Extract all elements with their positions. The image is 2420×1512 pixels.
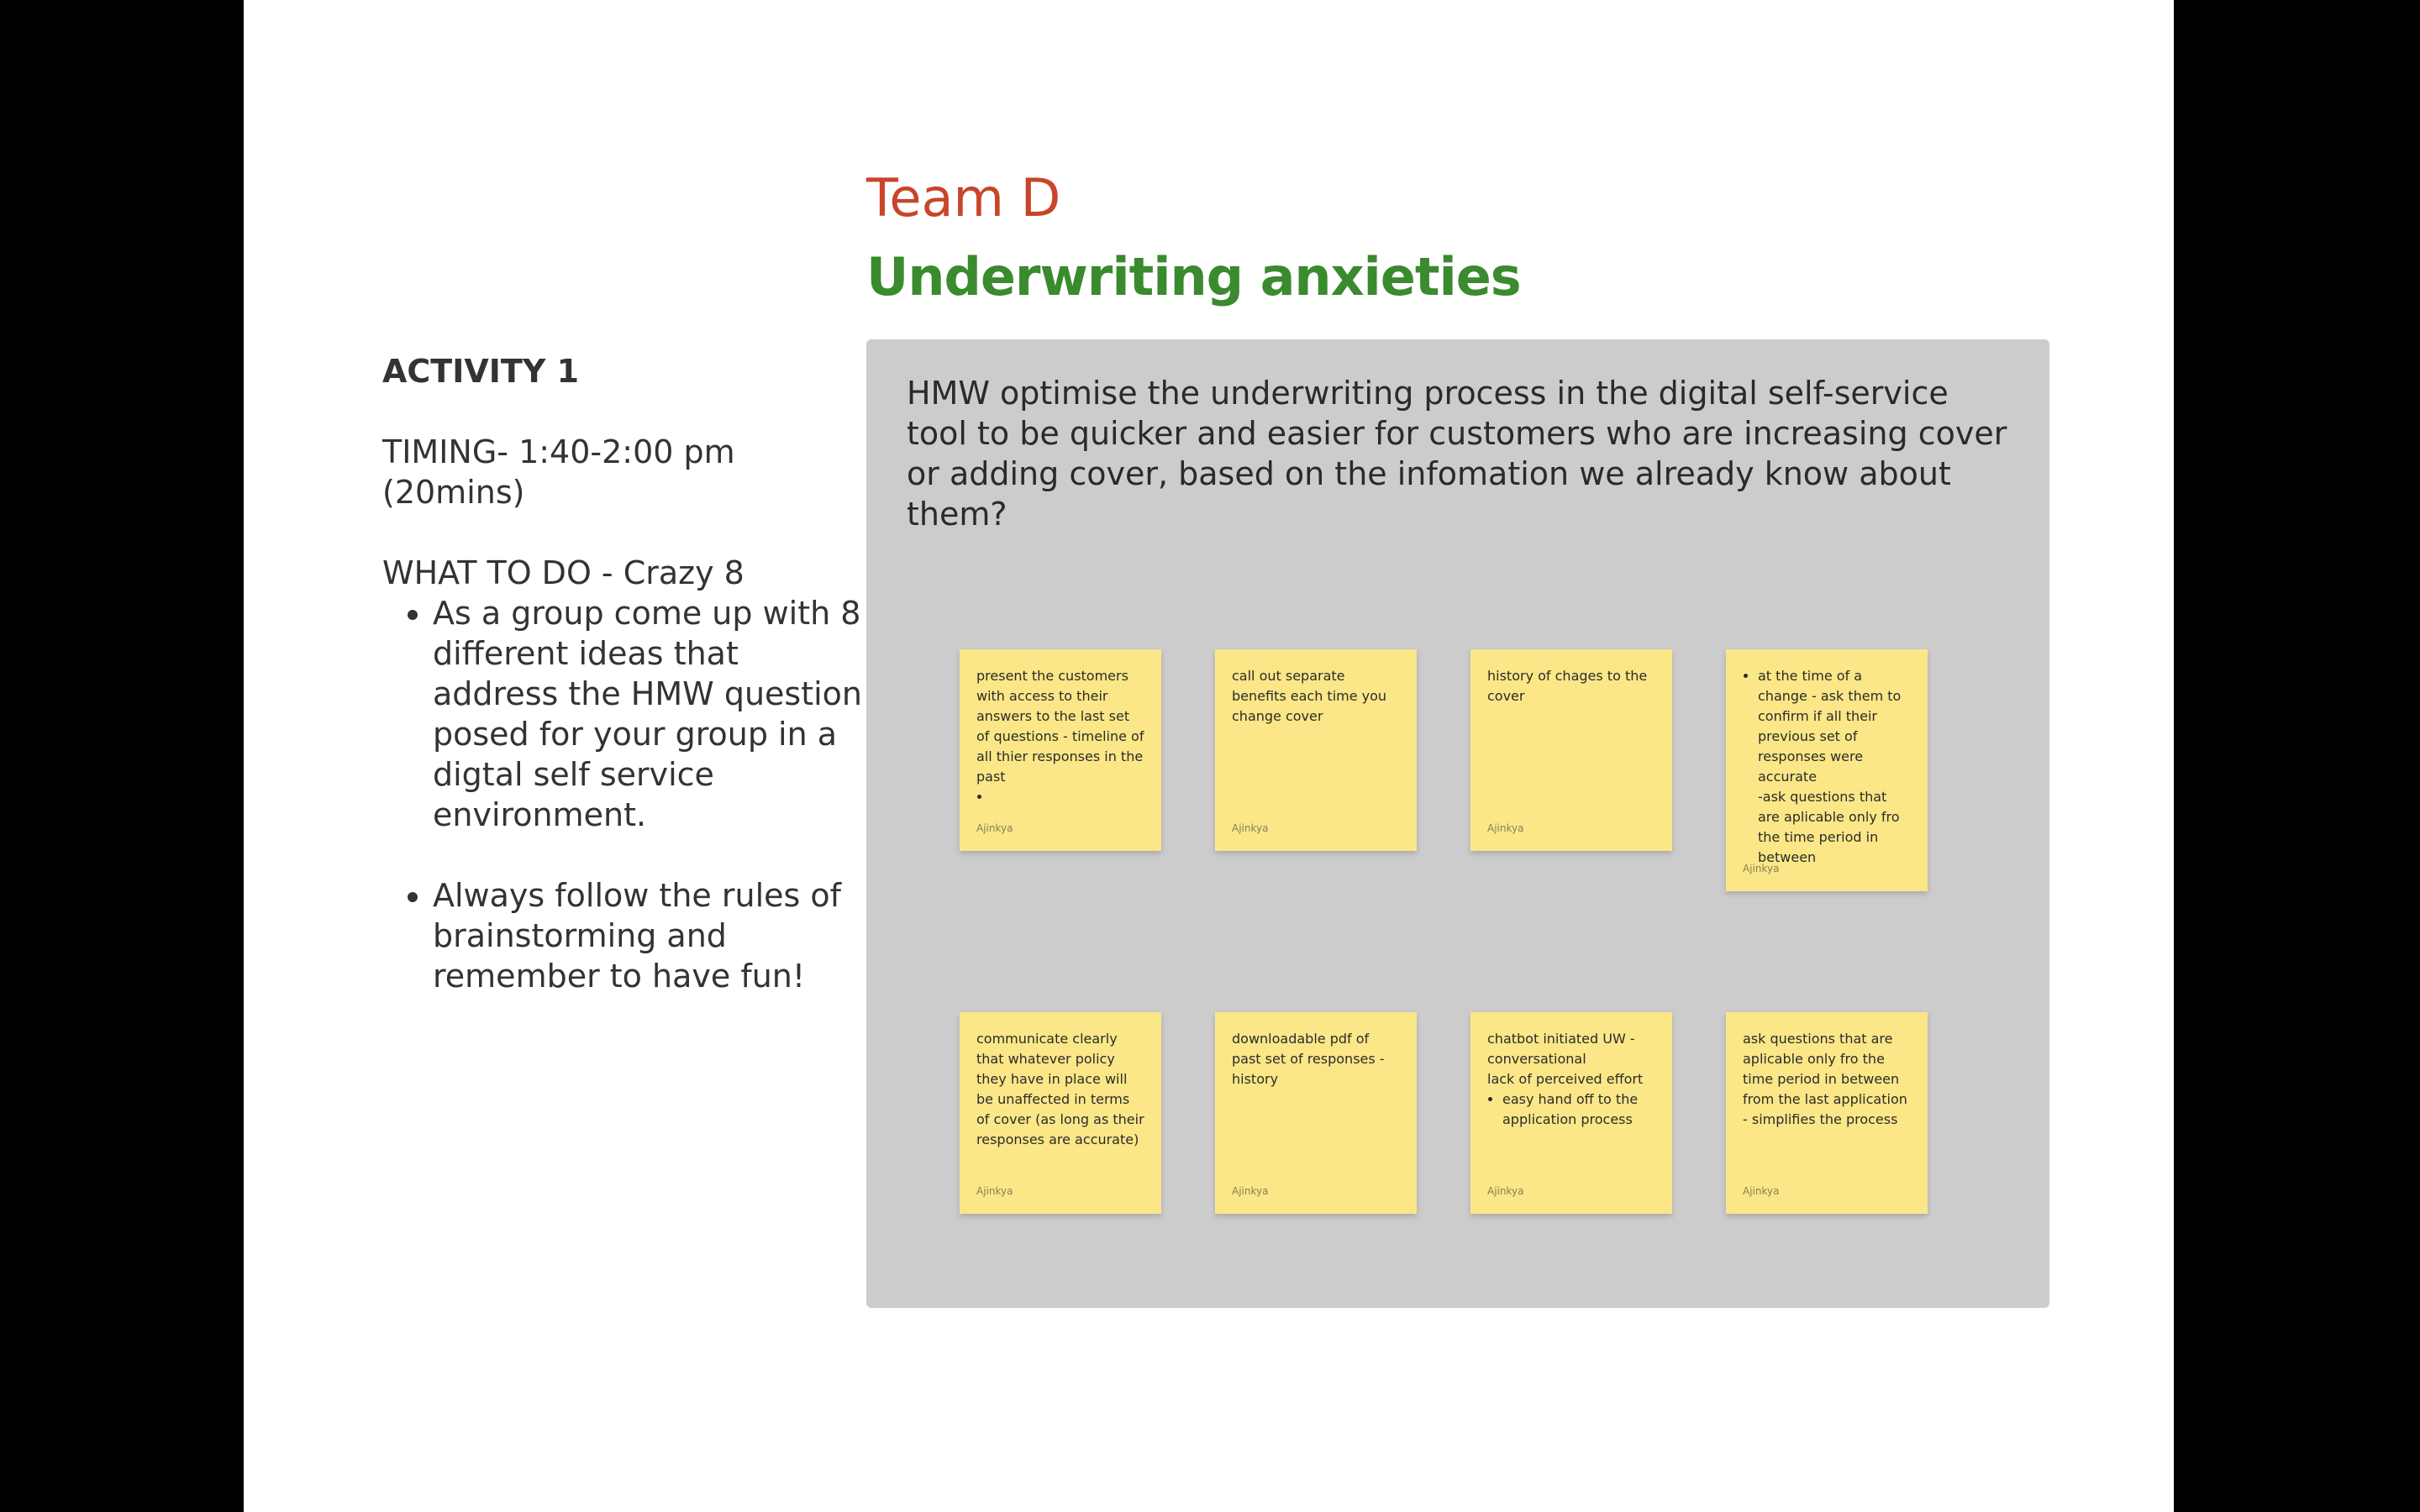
sticky-note-author: Ajinkya [1743, 863, 1780, 874]
what-to-do-heading: WHAT TO DO - Crazy 8 [382, 554, 744, 591]
sticky-note-text: chatbot initiated UW - conversational [1487, 1031, 1635, 1067]
topic-title: Underwriting anxieties [866, 246, 1521, 307]
sticky-note-8[interactable] [1726, 1012, 1928, 1214]
sticky-note-1[interactable] [960, 649, 1161, 851]
sticky-note-author: Ajinkya [1487, 1185, 1524, 1197]
sticky-note-7[interactable] [1470, 1012, 1672, 1214]
left-black-margin [0, 0, 244, 1512]
activity-heading: ACTIVITY 1 [382, 353, 580, 390]
sticky-note-5[interactable] [960, 1012, 1161, 1214]
sticky-note-empty-bullet [992, 787, 1146, 807]
timing-line: TIMING- 1:40-2:00 pm [382, 433, 735, 470]
timing-duration: (20mins) [382, 474, 525, 511]
sticky-note-author: Ajinkya [1743, 1185, 1780, 1197]
sticky-note-4[interactable] [1726, 649, 1928, 891]
instruction-bullet-ideas: • As a group come up with 8 different ideas that address the HMW question posed for your group in a digtal self service environment. [433, 593, 870, 835]
right-black-margin [2174, 0, 2420, 1512]
sticky-note-bullet: • easy hand off to the application process [1502, 1089, 1657, 1130]
sticky-note-author: Ajinkya [1232, 822, 1269, 834]
sticky-note-text: ask questions that are aplicable only fro the time period in between from the last application - simplifies the process [1743, 1031, 1907, 1127]
hmw-question: HMW optimise the underwriting process in the digital self-service tool to be quicker and easier for customers who are increasing cover or adding cover, based on the infomation we already know about them? [907, 375, 2007, 533]
sticky-note-6[interactable] [1215, 1012, 1417, 1214]
sticky-note-text: lack of perceived effort [1487, 1071, 1644, 1087]
activity-instructions [382, 351, 870, 996]
sticky-note-author: Ajinkya [1232, 1185, 1269, 1197]
sticky-note-bullet-continued: -ask questions that are aplicable only fro the time period in between [1758, 789, 1900, 865]
sticky-note-author: Ajinkya [976, 1185, 1013, 1197]
instruction-bullet-rules: • Always follow the rules of brainstorming and remember to have fun! [433, 875, 870, 996]
sticky-note-text: present the customers with access to their answers to the last set of questions - timeline of all thier responses in the past [976, 668, 1144, 785]
whiteboard-canvas[interactable] [244, 0, 2174, 1512]
sticky-note-author: Ajinkya [976, 822, 1013, 834]
sticky-note-author: Ajinkya [1487, 822, 1524, 834]
sticky-note-text: history of chages to the cover [1487, 668, 1648, 704]
sticky-note-2[interactable] [1215, 649, 1417, 851]
hmw-board[interactable] [866, 339, 2049, 1308]
sticky-note-text: communicate clearly that whatever policy they have in place will be unaffected in terms of cover (as long as their responses are accurate) [976, 1031, 1144, 1147]
instruction-list [382, 593, 870, 996]
sticky-note-3[interactable] [1470, 649, 1672, 851]
sticky-note-text: call out separate benefits each time you change cover [1232, 668, 1387, 724]
sticky-note-text: downloadable pdf of past set of responses - history [1232, 1031, 1385, 1087]
sticky-note-bullet: at the time of a change - ask them to confirm if all their previous set of responses were accurate [1758, 668, 1902, 785]
team-title: Team D [866, 167, 1061, 228]
